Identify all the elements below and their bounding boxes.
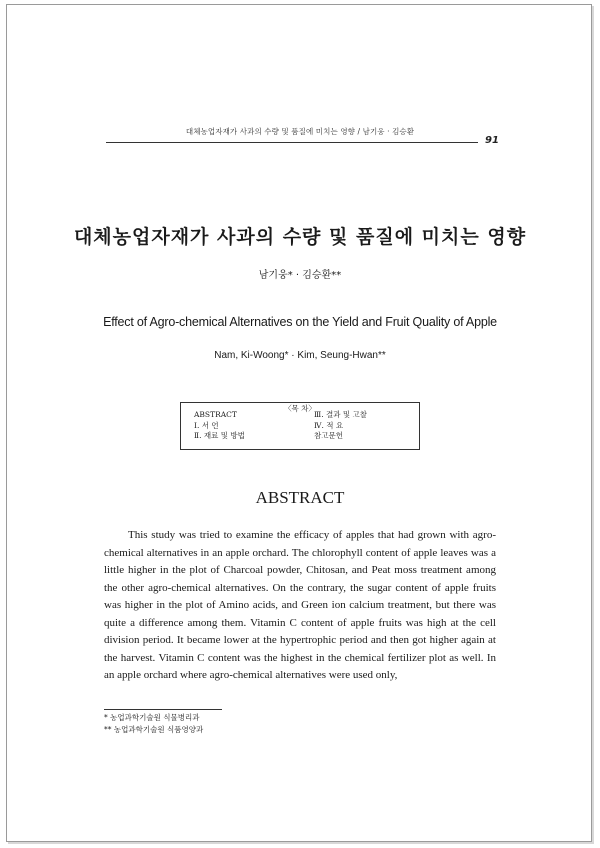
toc-label: 〈목 차〉 [281, 404, 319, 413]
footnote-rule [104, 709, 222, 710]
toc-item: ABSTRACT [194, 410, 237, 419]
table-of-contents [180, 402, 420, 450]
toc-left-column [194, 410, 245, 442]
toc-item: 참고문헌 [314, 431, 343, 440]
toc-item: Ⅰ. 서 언 [194, 420, 219, 430]
title-korean: 대체농업자재가 사과의 수량 및 품질에 미치는 영향 [73, 226, 527, 248]
toc-item: Ⅲ. 결과 및 고찰 [314, 410, 367, 419]
page-number: 91 [485, 135, 499, 146]
authors-korean: 남기웅* · 김승환** [258, 270, 342, 281]
footnote: * 농업과학기술원 식물병리과 [104, 713, 200, 722]
abstract-body: This study was tried to examine the efficacy of apples that had grown with agro-chemical alternatives in an apple orchard. The chlorophyll content of apple leaves was a little higher in the plot of Charcoal powder, Chitosan, and Peat moss treatment among the other agro-chemical alternatives. On the contrary, the sugar content of apple fruits was higher in the plot of Amino acids, and Green ion calcium treatment, but there was quite a difference among them. Vitamin C content of apple fruits was high at the cell division period. It became lower at the hypertrophic period and then got higher again at the harvest. Vitamin C content was the highest in the chemical fertilizer plot as well. In an apple orchard where agro-chemical alternatives were used only, [104, 529, 496, 681]
running-head: 대체농업자재가 사과의 수량 및 품질에 미치는 영향 / 남기웅 · 김승환 [185, 127, 415, 136]
toc-item: Ⅱ. 재료 및 방법 [194, 431, 245, 440]
toc-item: Ⅳ. 적 요 [314, 420, 344, 430]
footnote: ** 농업과학기술원 식품영양과 [104, 725, 204, 734]
toc-right-column [314, 410, 367, 442]
footnotes [104, 712, 203, 736]
abstract-heading: ABSTRACT [255, 488, 345, 507]
title-english: Effect of Agro-chemical Alternatives on the Yield and Fruit Quality of Apple [103, 315, 497, 329]
authors-english: Nam, Ki-Woong* · Kim, Seung-Hwan** [214, 350, 386, 361]
running-head-rule [106, 142, 478, 143]
